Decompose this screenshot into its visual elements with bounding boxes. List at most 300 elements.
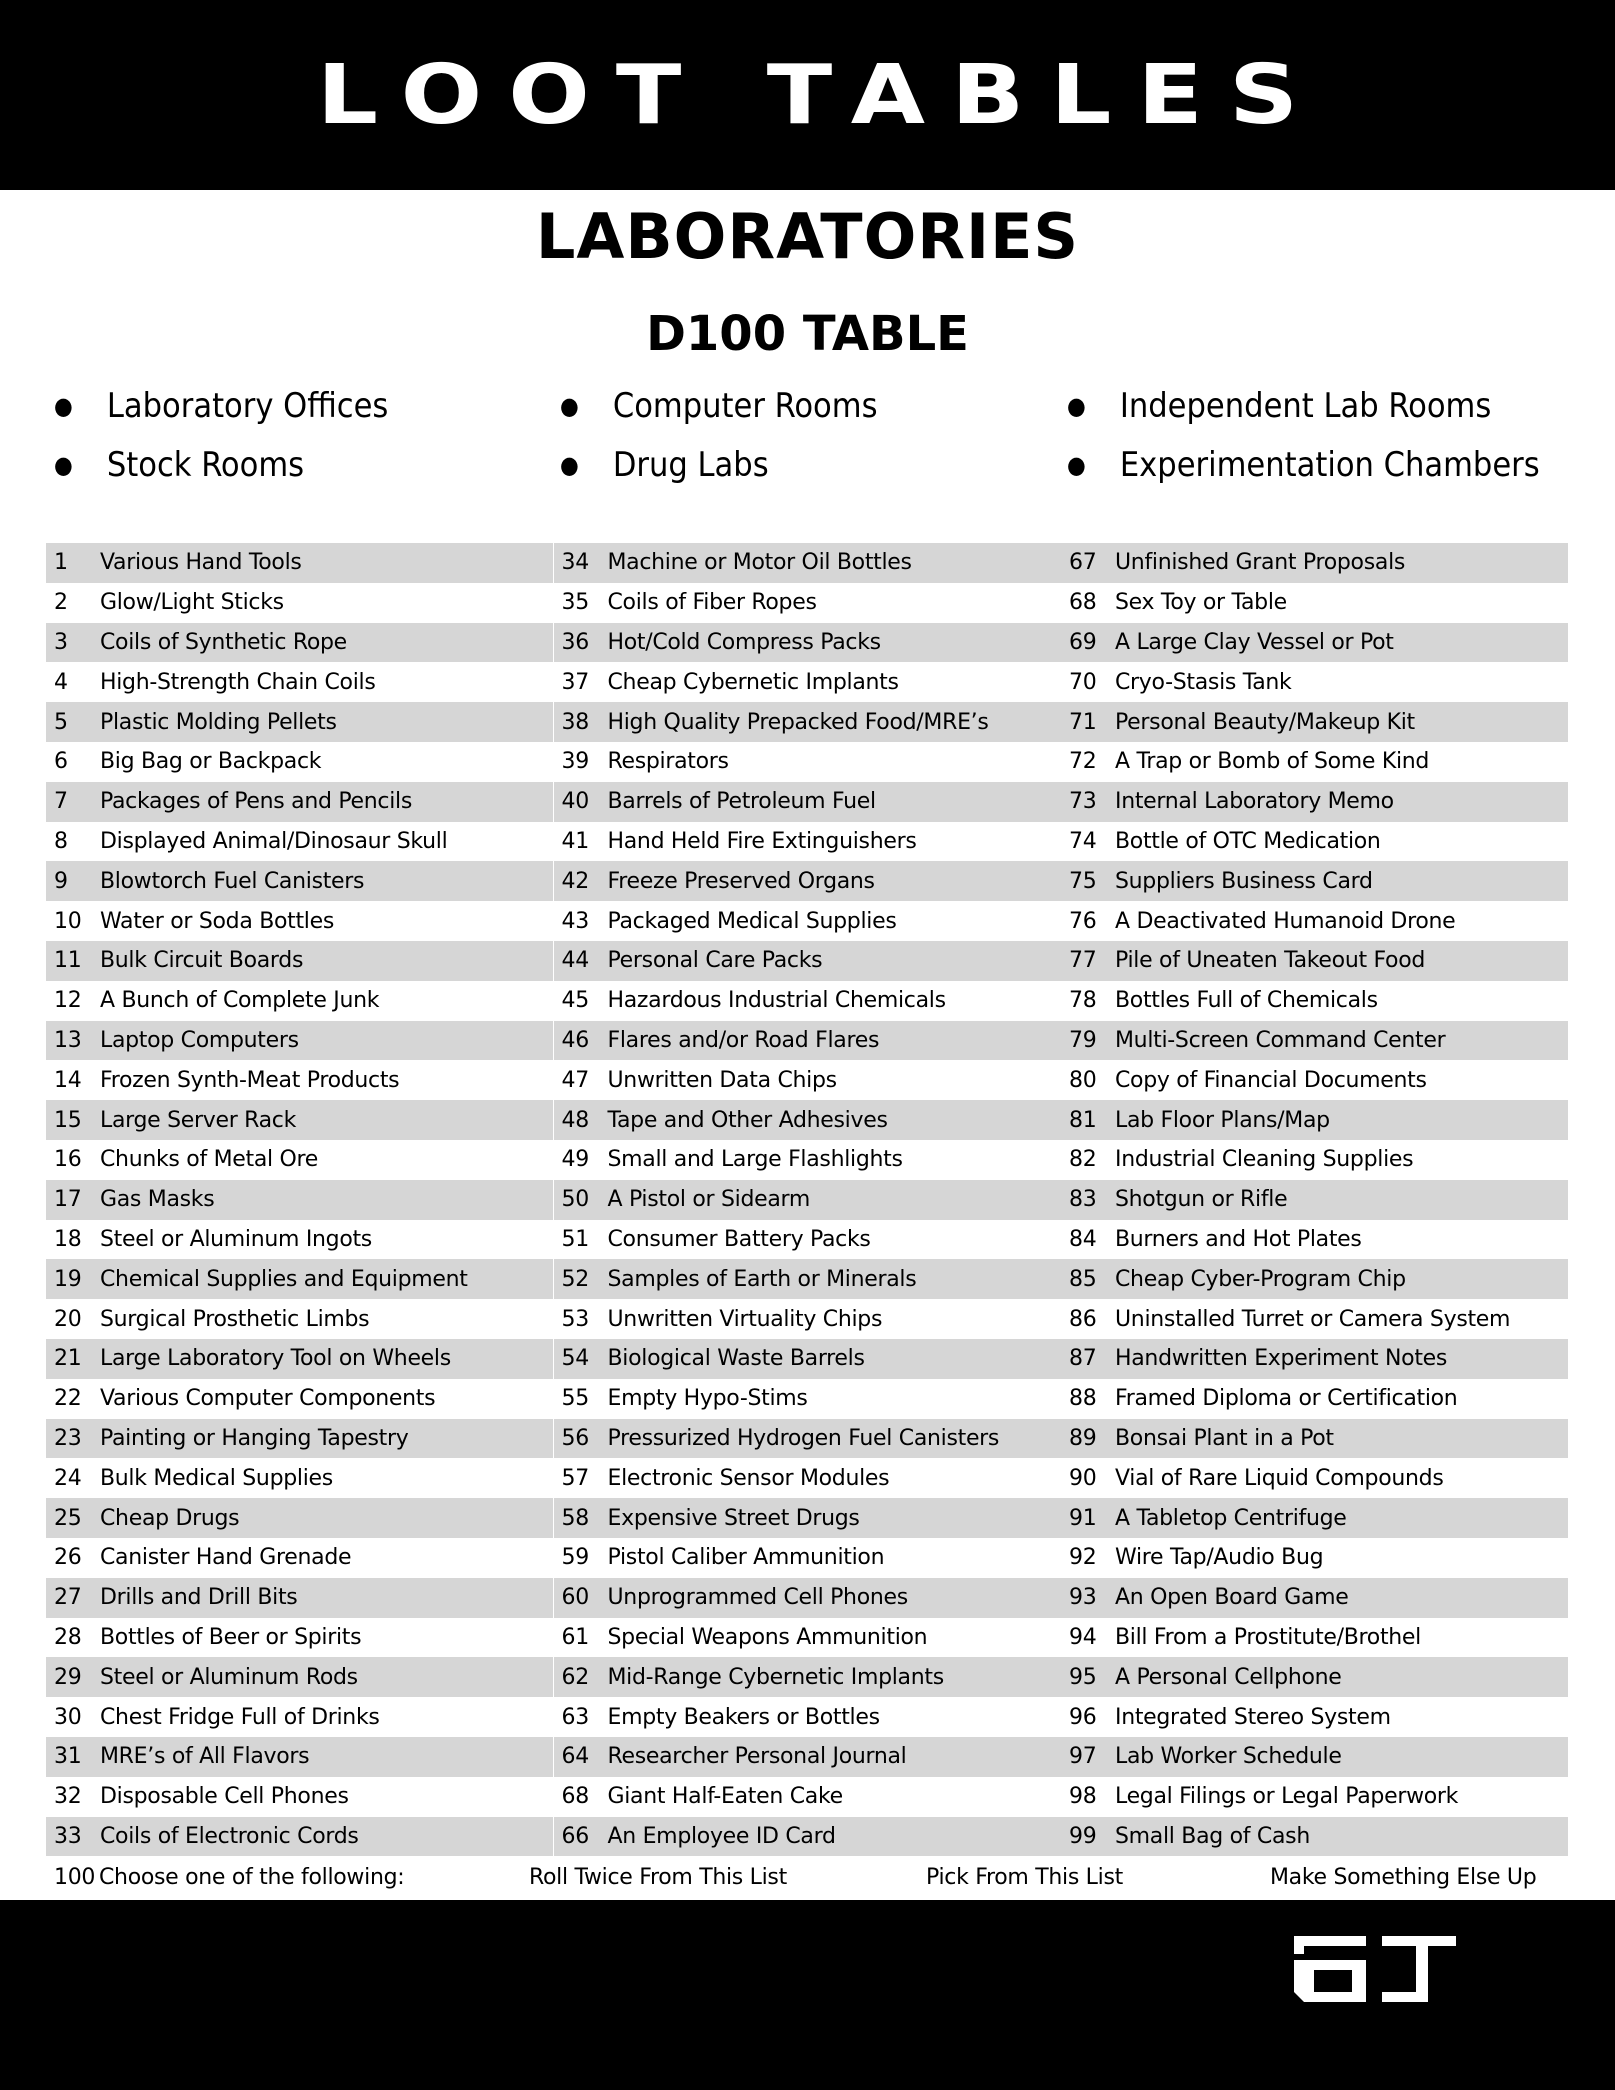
loot-item: Legal Filings or Legal Paperwork [1115, 1784, 1459, 1810]
loot-item: Canister Hand Grenade [100, 1545, 352, 1571]
row-number: 31 [54, 1744, 82, 1770]
table-cell [554, 782, 1061, 822]
row-number: 96 [1069, 1704, 1097, 1730]
table-cell [1061, 1737, 1568, 1777]
table-cell [46, 1538, 553, 1578]
row-number: 36 [561, 629, 589, 655]
table-row [46, 1498, 1568, 1538]
row-number: 78 [1069, 988, 1097, 1014]
row-number: 100 [54, 1865, 96, 1890]
row-number: 49 [561, 1147, 589, 1173]
row-number: 72 [1069, 749, 1097, 775]
table-cell [1061, 742, 1568, 782]
table-cell [1061, 1180, 1568, 1220]
loot-item: Personal Beauty/Makeup Kit [1115, 709, 1415, 735]
table-cell [554, 1140, 1061, 1180]
row-number: 66 [561, 1823, 589, 1849]
loot-item: A Large Clay Vessel or Pot [1115, 629, 1394, 655]
table-cell [1061, 941, 1568, 981]
table-row [46, 1657, 1568, 1697]
loot-item: Frozen Synth-Meat Products [100, 1067, 400, 1093]
table-cell [1061, 1339, 1568, 1379]
loot-item: Painting or Hanging Tapestry [100, 1425, 409, 1451]
row-number: 32 [54, 1784, 82, 1810]
table-cell [554, 1100, 1061, 1140]
loot-item: Gas Masks [100, 1187, 215, 1213]
location-item [1067, 386, 1491, 426]
loot-item: Packages of Pens and Pencils [100, 789, 412, 815]
row-number: 11 [54, 948, 82, 974]
loot-item: Small Bag of Cash [1115, 1823, 1310, 1849]
table-row [46, 1299, 1568, 1339]
table-cell [46, 1220, 553, 1260]
row-number: 57 [561, 1465, 589, 1491]
page-title: LABORATORIES [535, 200, 1080, 273]
final-option: Roll Twice From This List [529, 1865, 787, 1890]
table-cell [46, 1498, 553, 1538]
row-number: 25 [54, 1505, 82, 1531]
loot-item: Handwritten Experiment Notes [1115, 1346, 1448, 1372]
table-cell [1061, 1657, 1568, 1697]
table-row [46, 1697, 1568, 1737]
row-number: 51 [561, 1226, 589, 1252]
table-cell [1061, 1140, 1568, 1180]
loot-item: A Personal Cellphone [1115, 1664, 1342, 1690]
loot-item: Personal Care Packs [607, 948, 823, 974]
location-item [560, 445, 769, 485]
table-cell [1061, 822, 1568, 862]
location-item [54, 445, 304, 485]
loot-item: Suppliers Business Card [1115, 868, 1373, 894]
loot-item: Biological Waste Barrels [607, 1346, 865, 1372]
loot-item: Empty Beakers or Bottles [607, 1704, 880, 1730]
table-row [46, 1180, 1568, 1220]
loot-item: Mid-Range Cybernetic Implants [607, 1664, 944, 1690]
loot-item: Tape and Other Adhesives [607, 1107, 888, 1133]
row-number: 24 [54, 1465, 82, 1491]
table-cell [554, 1618, 1061, 1658]
table-cell [46, 941, 553, 981]
table-row [46, 1220, 1568, 1260]
row-number: 12 [54, 988, 82, 1014]
table-cell [554, 543, 1061, 583]
row-number: 26 [54, 1545, 82, 1571]
table-row [46, 1060, 1568, 1100]
loot-item: High Quality Prepacked Food/MRE’s [607, 709, 989, 735]
row-number: 87 [1069, 1346, 1097, 1372]
row-number: 95 [1069, 1664, 1097, 1690]
row-number: 75 [1069, 868, 1097, 894]
table-row [46, 1419, 1568, 1459]
row-number: 64 [561, 1744, 589, 1770]
loot-item: Shotgun or Rifle [1115, 1187, 1288, 1213]
loot-item: Machine or Motor Oil Bottles [607, 550, 912, 576]
row-number: 62 [561, 1664, 589, 1690]
row-number: 97 [1069, 1744, 1097, 1770]
table-cell [554, 1657, 1061, 1697]
loot-item: Laptop Computers [100, 1027, 299, 1053]
loot-item: Glow/Light Sticks [100, 590, 284, 616]
row-number: 2 [54, 590, 68, 616]
row-number: 33 [54, 1823, 82, 1849]
loot-item: Respirators [607, 749, 729, 775]
row-number: 19 [54, 1266, 82, 1292]
table-cell [554, 1339, 1061, 1379]
table-row [46, 1379, 1568, 1419]
table-cell [554, 1299, 1061, 1339]
row-number: 14 [54, 1067, 82, 1093]
row-number: 55 [561, 1386, 589, 1412]
table-cell [1061, 1618, 1568, 1658]
table-cell [554, 1379, 1061, 1419]
table-cell [46, 1180, 553, 1220]
row-number: 70 [1069, 669, 1097, 695]
loot-item: Unprogrammed Cell Phones [607, 1585, 908, 1611]
loot-item: Small and Large Flashlights [607, 1147, 903, 1173]
loot-item: A Tabletop Centrifuge [1115, 1505, 1347, 1531]
loot-item: A Pistol or Sidearm [607, 1187, 811, 1213]
loot-item: Disposable Cell Phones [100, 1784, 349, 1810]
table-row [46, 1458, 1568, 1498]
table-row [46, 662, 1568, 702]
row-number: 38 [561, 709, 589, 735]
loot-item: Bulk Circuit Boards [100, 948, 304, 974]
table-cell [46, 1578, 553, 1618]
loot-item: Wire Tap/Audio Bug [1115, 1545, 1324, 1571]
loot-item: Coils of Fiber Ropes [607, 590, 817, 616]
row-number: 69 [1069, 629, 1097, 655]
table-cell [554, 941, 1061, 981]
table-cell [554, 1021, 1061, 1061]
table-cell [1061, 1220, 1568, 1260]
row-number: 81 [1069, 1107, 1097, 1133]
loot-item: Industrial Cleaning Supplies [1115, 1147, 1414, 1173]
table-cell [1061, 583, 1568, 623]
table-cell [1061, 1060, 1568, 1100]
row-number: 68 [1069, 590, 1097, 616]
table-cell [554, 1538, 1061, 1578]
table-cell [554, 583, 1061, 623]
row-number: 82 [1069, 1147, 1097, 1173]
table-cell [1061, 1419, 1568, 1459]
table-cell [1061, 861, 1568, 901]
table-row [46, 861, 1568, 901]
table-cell [1061, 901, 1568, 941]
table-cell [554, 981, 1061, 1021]
table-cell [46, 1618, 553, 1658]
row-number: 1 [54, 550, 68, 576]
row-number: 63 [561, 1704, 589, 1730]
table-cell [46, 1817, 553, 1857]
row-number: 98 [1069, 1784, 1097, 1810]
row-number: 76 [1069, 908, 1097, 934]
loot-item: Flares and/or Road Flares [607, 1027, 880, 1053]
table-cell [46, 1379, 553, 1419]
loot-item: Unwritten Virtuality Chips [607, 1306, 883, 1332]
row-number: 4 [54, 669, 68, 695]
loot-item: Researcher Personal Journal [607, 1744, 907, 1770]
row-number: 93 [1069, 1585, 1097, 1611]
loot-item: MRE’s of All Flavors [100, 1744, 310, 1770]
loot-item: Freeze Preserved Organs [607, 868, 875, 894]
loot-item: Coils of Electronic Cords [100, 1823, 359, 1849]
table-cell [46, 861, 553, 901]
loot-item: Displayed Animal/Dinosaur Skull [100, 828, 448, 854]
table-row [46, 1140, 1568, 1180]
loot-item: Multi-Screen Command Center [1115, 1027, 1446, 1053]
location-label: Computer Rooms [612, 386, 878, 426]
location-label: Stock Rooms [106, 445, 305, 485]
loot-item: Chunks of Metal Ore [100, 1147, 319, 1173]
loot-item: Cheap Cybernetic Implants [607, 669, 899, 695]
row-number: 7 [54, 789, 68, 815]
table-cell [554, 623, 1061, 663]
loot-item: Uninstalled Turret or Camera System [1115, 1306, 1511, 1332]
row-number: 8 [54, 828, 68, 854]
location-list [48, 380, 1568, 500]
loot-item: An Open Board Game [1115, 1585, 1349, 1611]
loot-item: Giant Half-Eaten Cake [607, 1784, 843, 1810]
loot-item: Unwritten Data Chips [607, 1067, 837, 1093]
row-number: 85 [1069, 1266, 1097, 1292]
location-label: Laboratory Offices [106, 386, 389, 426]
table-cell [46, 702, 553, 742]
loot-item: Pile of Uneaten Takeout Food [1115, 948, 1426, 974]
loot-item: Barrels of Petroleum Fuel [607, 789, 876, 815]
table-row [46, 822, 1568, 862]
final-option: Make Something Else Up [1270, 1865, 1537, 1890]
table-cell [1061, 1100, 1568, 1140]
table-cell [1061, 543, 1568, 583]
final-row-label: Choose one of the following: [99, 1865, 405, 1890]
row-number: 99 [1069, 1823, 1097, 1849]
row-number: 89 [1069, 1425, 1097, 1451]
table-row [46, 1618, 1568, 1658]
loot-item: Water or Soda Bottles [100, 908, 335, 934]
row-number: 88 [1069, 1386, 1097, 1412]
table-cell [46, 782, 553, 822]
table-row [46, 583, 1568, 623]
loot-item: Bottles Full of Chemicals [1115, 988, 1378, 1014]
table-cell [46, 583, 553, 623]
table-row [46, 623, 1568, 663]
loot-item: Surgical Prosthetic Limbs [100, 1306, 370, 1332]
row-number: 53 [561, 1306, 589, 1332]
row-number: 37 [561, 669, 589, 695]
row-number: 48 [561, 1107, 589, 1133]
row-number: 18 [54, 1226, 82, 1252]
table-cell [1061, 1538, 1568, 1578]
final-row [46, 1857, 1568, 1897]
loot-item: Cheap Drugs [100, 1505, 240, 1531]
table-cell [554, 1697, 1061, 1737]
row-number: 23 [54, 1425, 82, 1451]
row-number: 92 [1069, 1545, 1097, 1571]
bullet-icon: ● [560, 451, 579, 479]
location-item [54, 386, 388, 426]
row-number: 6 [54, 749, 68, 775]
table-cell [46, 1697, 553, 1737]
loot-item: Bottles of Beer or Spirits [100, 1624, 362, 1650]
row-number: 44 [561, 948, 589, 974]
table-row [46, 1339, 1568, 1379]
table-row [46, 1259, 1568, 1299]
table-row [46, 1817, 1568, 1857]
table-subtitle: D100 TABLE [646, 306, 969, 362]
loot-item: Internal Laboratory Memo [1115, 789, 1394, 815]
table-cell [1061, 1259, 1568, 1299]
loot-item: Large Server Rack [100, 1107, 297, 1133]
loot-item: Hazardous Industrial Chemicals [607, 988, 946, 1014]
table-cell [554, 1777, 1061, 1817]
loot-item: Empty Hypo-Stims [607, 1386, 808, 1412]
header-banner [0, 0, 1615, 190]
loot-item: Vial of Rare Liquid Compounds [1115, 1465, 1444, 1491]
table-cell [1061, 1817, 1568, 1857]
loot-item: Packaged Medical Supplies [607, 908, 897, 934]
table-cell [46, 1777, 553, 1817]
row-number: 94 [1069, 1624, 1097, 1650]
row-number: 5 [54, 709, 68, 735]
row-number: 61 [561, 1624, 589, 1650]
table-cell [46, 1458, 553, 1498]
loot-item: Special Weapons Ammunition [607, 1624, 928, 1650]
logo-mark-icon [1290, 1930, 1460, 2010]
loot-item: Expensive Street Drugs [607, 1505, 860, 1531]
table-row [46, 941, 1568, 981]
location-label: Drug Labs [612, 445, 769, 485]
bullet-icon: ● [560, 392, 579, 420]
loot-item: Samples of Earth or Minerals [607, 1266, 917, 1292]
row-number: 16 [54, 1147, 82, 1173]
row-number: 13 [54, 1027, 82, 1053]
table-cell [46, 1339, 553, 1379]
bullet-icon: ● [1067, 392, 1086, 420]
row-number: 59 [561, 1545, 589, 1571]
table-cell [46, 1021, 553, 1061]
loot-item: Steel or Aluminum Ingots [100, 1226, 372, 1252]
row-number: 34 [561, 550, 589, 576]
table-cell [554, 901, 1061, 941]
loot-item: Bottle of OTC Medication [1115, 828, 1381, 854]
row-number: 91 [1069, 1505, 1097, 1531]
row-number: 60 [561, 1585, 589, 1611]
table-cell [554, 1578, 1061, 1618]
banner-title: LOOT TABLES [316, 47, 1325, 143]
loot-item: Chemical Supplies and Equipment [100, 1266, 468, 1292]
row-number: 21 [54, 1346, 82, 1372]
table-cell [46, 981, 553, 1021]
row-number: 50 [561, 1187, 589, 1213]
table-row [46, 981, 1568, 1021]
table-cell [1061, 1021, 1568, 1061]
table-cell [1061, 1697, 1568, 1737]
row-number: 41 [561, 828, 589, 854]
row-number: 17 [54, 1187, 82, 1213]
loot-item: Big Bag or Backpack [100, 749, 322, 775]
table-cell [554, 1419, 1061, 1459]
location-label: Independent Lab Rooms [1119, 386, 1492, 426]
table-row [46, 742, 1568, 782]
row-number: 54 [561, 1346, 589, 1372]
loot-item: High-Strength Chain Coils [100, 669, 376, 695]
bullet-icon: ● [54, 451, 73, 479]
table-cell [46, 623, 553, 663]
loot-item: Sex Toy or Table [1115, 590, 1287, 616]
table-cell [46, 1657, 553, 1697]
row-number: 56 [561, 1425, 589, 1451]
table-row [46, 1538, 1568, 1578]
table-cell [554, 1060, 1061, 1100]
loot-item: Consumer Battery Packs [607, 1226, 871, 1252]
row-number: 40 [561, 789, 589, 815]
loot-item: A Bunch of Complete Junk [100, 988, 380, 1014]
loot-item: Copy of Financial Documents [1115, 1067, 1427, 1093]
loot-item: Hot/Cold Compress Packs [607, 629, 881, 655]
table-cell [554, 1737, 1061, 1777]
table-cell [1061, 1498, 1568, 1538]
table-row [46, 543, 1568, 583]
table-cell [1061, 662, 1568, 702]
row-number: 43 [561, 908, 589, 934]
table-cell [1061, 702, 1568, 742]
loot-item: Drills and Drill Bits [100, 1585, 298, 1611]
table-row [46, 1777, 1568, 1817]
location-label: Experimentation Chambers [1119, 445, 1540, 485]
final-option: Pick From This List [926, 1865, 1123, 1890]
table-cell [46, 901, 553, 941]
bullet-icon: ● [54, 392, 73, 420]
bullet-icon: ● [1067, 451, 1086, 479]
loot-item: Cryo-Stasis Tank [1115, 669, 1292, 695]
table-cell [46, 1259, 553, 1299]
table-row [46, 1100, 1568, 1140]
table-row [46, 1021, 1568, 1061]
row-number: 42 [561, 868, 589, 894]
row-number: 73 [1069, 789, 1097, 815]
row-number: 77 [1069, 948, 1097, 974]
loot-item: Integrated Stereo System [1115, 1704, 1391, 1730]
loot-item: Plastic Molding Pellets [100, 709, 337, 735]
loot-item: Chest Fridge Full of Drinks [100, 1704, 380, 1730]
row-number: 71 [1069, 709, 1097, 735]
row-number: 74 [1069, 828, 1097, 854]
table-cell [554, 1180, 1061, 1220]
table-cell [46, 1299, 553, 1339]
table-cell [1061, 1777, 1568, 1817]
loot-item: Framed Diploma or Certification [1115, 1386, 1458, 1412]
loot-item: Large Laboratory Tool on Wheels [100, 1346, 451, 1372]
loot-item: Blowtorch Fuel Canisters [100, 868, 365, 894]
table-cell [554, 1259, 1061, 1299]
row-number: 22 [54, 1386, 82, 1412]
location-item [1067, 445, 1540, 485]
row-number: 35 [561, 590, 589, 616]
table-cell [46, 1060, 553, 1100]
row-number: 83 [1069, 1187, 1097, 1213]
loot-item: Electronic Sensor Modules [607, 1465, 890, 1491]
row-number: 15 [54, 1107, 82, 1133]
table-cell [554, 1498, 1061, 1538]
row-number: 52 [561, 1266, 589, 1292]
table-cell [554, 822, 1061, 862]
loot-item: Hand Held Fire Extinguishers [607, 828, 917, 854]
row-number: 46 [561, 1027, 589, 1053]
table-cell [1061, 623, 1568, 663]
loot-table [46, 543, 1568, 1856]
table-cell [1061, 1578, 1568, 1618]
loot-item: Steel or Aluminum Rods [100, 1664, 358, 1690]
